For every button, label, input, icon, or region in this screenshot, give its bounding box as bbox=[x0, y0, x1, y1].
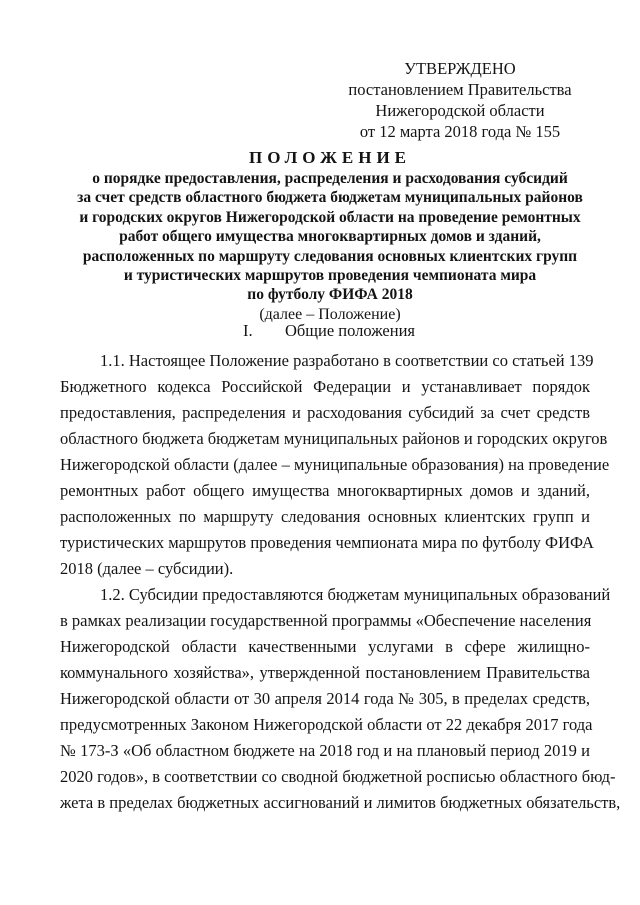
paragraph-line: 1.2. Субсидии предоставляются бюджетам муниципальных образований bbox=[100, 585, 611, 604]
subtitle-line: и городских округов Нижегородской области на проведение ремонтных bbox=[79, 208, 581, 226]
paragraph-line: коммунального хозяйства», утвержденной постановлением Правительства bbox=[60, 663, 590, 682]
paragraph-line: Нижегородской области (далее – муниципальные образования) на проведение bbox=[60, 455, 610, 474]
paragraph-line: жета в пределах бюджетных ассигнований и лимитов бюджетных обязательств, bbox=[60, 793, 621, 812]
approval-issuer: постановлением Правительства bbox=[348, 80, 572, 99]
paragraph-line: предоставления, распределения и расходования субсидий за счет средств bbox=[60, 403, 590, 422]
subtitle-line: расположенных по маршруту следования основных клиентских групп bbox=[82, 247, 578, 265]
approval-date: от 12 марта 2018 года № 155 bbox=[359, 122, 561, 141]
document-header bbox=[40, 147, 620, 325]
paragraph-line: областного бюджета бюджетам муниципальных районов и городских округов bbox=[60, 429, 608, 448]
subtitle-line: за счет средств областного бюджета бюджетам муниципальных районов bbox=[77, 189, 583, 207]
paragraph-line: ремонтных работ общего имущества многоквартирных домов и зданий, bbox=[60, 481, 590, 500]
section-number: I. bbox=[243, 321, 253, 340]
paragraph-line: Нижегородской области качественными услугами в сфере жилищно- bbox=[60, 637, 590, 656]
document-title: ПОЛОЖЕНИЕ bbox=[249, 148, 411, 167]
approval-region: Нижегородской области bbox=[375, 101, 545, 120]
section-heading bbox=[0, 321, 640, 343]
approval-stamp bbox=[330, 58, 590, 142]
subtitle-line: по футболу ФИФА 2018 bbox=[247, 286, 413, 304]
paragraph-line: расположенных по маршруту следования основных клиентских групп и bbox=[60, 507, 590, 526]
subtitle-line: о порядке предоставления, распределения и расходования субсидий bbox=[92, 170, 568, 187]
section-title: Общие положения bbox=[285, 321, 415, 340]
paragraph-line: № 173-З «Об областном бюджете на 2018 год и на плановый период 2019 и bbox=[60, 741, 590, 760]
paragraph-line: 2018 (далее – субсидии). bbox=[60, 559, 234, 578]
paragraph-line: Нижегородской области от 30 апреля 2014 года № 305, в пределах средств, bbox=[60, 689, 590, 708]
paragraph-line: 1.1. Настоящее Положение разработано в соответствии со статьей 139 bbox=[100, 351, 594, 370]
subtitle-line: и туристических маршрутов проведения чемпионата мира bbox=[123, 267, 537, 285]
subtitle-line: работ общего имущества многоквартирных домов и зданий, bbox=[119, 228, 541, 246]
paragraph-line: туристических маршрутов проведения чемпионата мира по футболу ФИФА bbox=[60, 533, 594, 552]
approval-label: УТВЕРЖДЕНО bbox=[404, 59, 516, 78]
paragraph-line: в рамках реализации государственной программы «Обеспечение населения bbox=[60, 611, 592, 630]
paragraph-line: 2020 годов», в соответствии со сводной бюджетной росписью областного бюд- bbox=[60, 767, 616, 786]
subtitle-note: (далее – Положение) bbox=[259, 305, 401, 323]
paragraph-line: Бюджетного кодекса Российской Федерации и устанавливает порядок bbox=[60, 377, 590, 396]
paragraph-line: предусмотренных Законом Нижегородской области от 22 декабря 2017 года bbox=[60, 715, 593, 734]
